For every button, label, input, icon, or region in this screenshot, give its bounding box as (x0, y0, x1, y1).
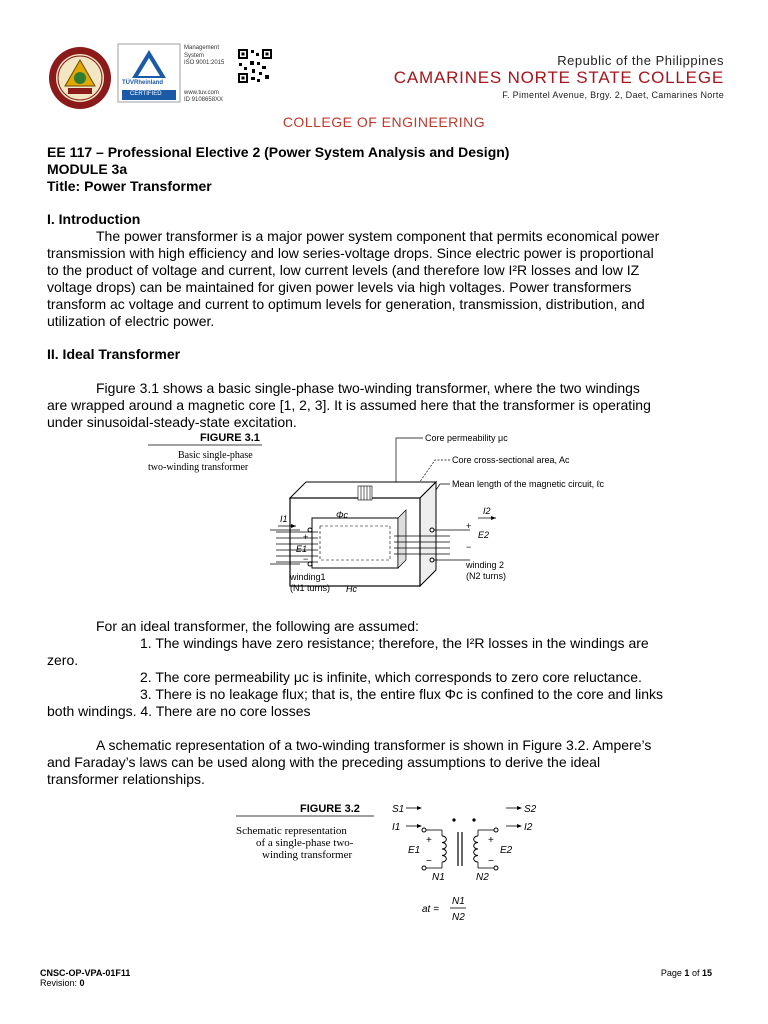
course-title: EE 117 – Professional Elective 2 (Power System Analysis and Design) (47, 144, 510, 160)
ideal-heading: II. Ideal Transformer (47, 346, 181, 362)
figure-3-2 (230, 798, 550, 926)
schem-text-line: transformer relationships. (47, 771, 205, 787)
intro-line: voltage drops) can be maintained for given power levels via high voltages. Power transformers (47, 279, 632, 295)
assume-line: zero. (47, 652, 79, 668)
turns-ratio-num: N1 (452, 896, 465, 907)
e1-plus: + (426, 835, 432, 846)
figure-3-1 (140, 426, 604, 596)
tuv-line: System (184, 52, 205, 59)
tuv-line: ISO 9001:2015 (184, 60, 225, 66)
assume-line: 3. There is no leakage flux; that is, the entire flux Φc is confined to the core and links (140, 686, 663, 702)
qr-code-icon (237, 48, 273, 84)
e2-minus: − (488, 856, 494, 867)
schem-text-line: and Faraday’s laws can be used along with the preceding assumptions to derive the ideal (47, 754, 601, 770)
winding2-turns: (N2 turns) (466, 571, 507, 581)
winding1-label: winding1 (290, 572, 326, 582)
tuv-id: ID 9108658XX (184, 97, 224, 103)
revision-value: 0 (79, 978, 85, 988)
doc-title: Title: Power Transformer (47, 178, 212, 194)
winding2-label: winding 2 (466, 560, 505, 570)
page-of: of (691, 968, 700, 978)
e1-minus: − (426, 856, 432, 867)
e1-label: E1 (296, 544, 308, 554)
fig1-text-line: under sinusoidal-steady-state excitation. (47, 414, 297, 430)
e2-label: E2 (500, 845, 513, 856)
tuv-url: www.tuv.com (184, 89, 219, 96)
tuv-badge: CERTIFIED (130, 91, 162, 97)
school-address: F. Pimentel Avenue, Brgy. 2, Daet, Camarines Norte (502, 90, 724, 100)
hc-label: Hc (346, 584, 357, 594)
n2-label: N2 (476, 872, 489, 883)
doc-code: CNSC-OP-VPA-01F11 (40, 968, 131, 978)
college-name: COLLEGE OF ENGINEERING (282, 114, 486, 130)
n1-label: N1 (432, 872, 445, 883)
i2-label: I2 (483, 506, 491, 516)
e1-minus: − (303, 554, 309, 564)
fig1-caption: two-winding transformer (148, 462, 249, 473)
e1-label: E1 (408, 845, 421, 856)
s2-label: S2 (524, 804, 537, 815)
fig2-caption: winding transformer (262, 849, 353, 861)
intro-line: utilization of electric power. (47, 313, 215, 329)
ann-core-permeability: Core permeability μc (425, 433, 508, 443)
tuv-info (184, 45, 224, 105)
fig2-label: FIGURE 3.2 (300, 803, 360, 815)
e2-minus: − (466, 542, 472, 552)
page-total: 15 (701, 968, 712, 978)
turns-ratio-den: N2 (452, 912, 465, 923)
tuv-label: TÜVRheinland (122, 80, 164, 86)
fig1-text-line: Figure 3.1 shows a basic single-phase two-winding transformer, where the two windings (96, 380, 640, 396)
e1-plus: + (303, 532, 309, 542)
phi-label: Φc (336, 510, 349, 520)
assume-line: 1. The windings have zero resistance; therefore, the I²R losses in the windings are (140, 635, 649, 651)
ann-mean-length: Mean length of the magnetic circuit, ℓc (452, 479, 604, 489)
revision (40, 978, 130, 988)
schem-text-line: A schematic representation of a two-winding transformer is shown in Figure 3.2. Ampere’s (96, 737, 652, 753)
fig2-caption: Schematic representation (236, 825, 347, 837)
ann-cross-section: Core cross-sectional area, Ac (452, 455, 570, 465)
fig2-caption: of a single-phase two- (256, 837, 354, 849)
college-seal-logo (48, 46, 112, 110)
school-name: CAMARINES NORTE STATE COLLEGE (393, 68, 724, 87)
assume-line: both windings. 4. There are no core losses (47, 703, 311, 719)
module-label: MODULE 3a (47, 161, 128, 177)
i1-label: I1 (280, 514, 288, 524)
assume-intro: For an ideal transformer, the following are assumed: (96, 618, 419, 634)
revision-label: Revision: (40, 978, 78, 988)
footer-doc-code (40, 968, 130, 988)
intro-line: to the product of voltage and current, low current levels (and therefore low I²R losses and low IZ (47, 262, 640, 278)
e2-label: E2 (478, 530, 490, 540)
intro-line: transform ac voltage and current to optimum levels for generation, transmission, distribution, and (47, 296, 645, 312)
e2-plus: + (488, 835, 494, 846)
page-number (661, 968, 712, 978)
i2-label: I2 (524, 822, 533, 833)
assume-line: 2. The core permeability μc is infinite, which corresponds to zero core reluctance. (140, 669, 642, 685)
page-current: 1 (684, 968, 690, 978)
intro-line: The power transformer is a major power system component that permits economical power (96, 228, 660, 244)
tuv-line: Management (184, 45, 220, 51)
intro-heading: I. Introduction (47, 211, 141, 227)
e2-plus: + (466, 521, 472, 531)
i1-label: I1 (392, 822, 401, 833)
s1-label: S1 (392, 804, 405, 815)
republic-label: Republic of the Philippines (557, 53, 724, 68)
turns-ratio-label: at = (422, 904, 439, 915)
page-prefix: Page (660, 968, 682, 978)
fig1-caption: Basic single-phase (178, 450, 253, 461)
tuv-certification-logo (118, 44, 180, 102)
fig1-label: FIGURE 3.1 (200, 432, 260, 444)
fig1-text-line: are wrapped around a magnetic core [1, 2, 3]. It is assumed here that the transformer is operating (47, 397, 651, 413)
winding1-turns: (N1 turns) (290, 583, 331, 593)
intro-line: transmission with high efficiency and low series-voltage drops. Since electric power is proportional (47, 245, 654, 261)
